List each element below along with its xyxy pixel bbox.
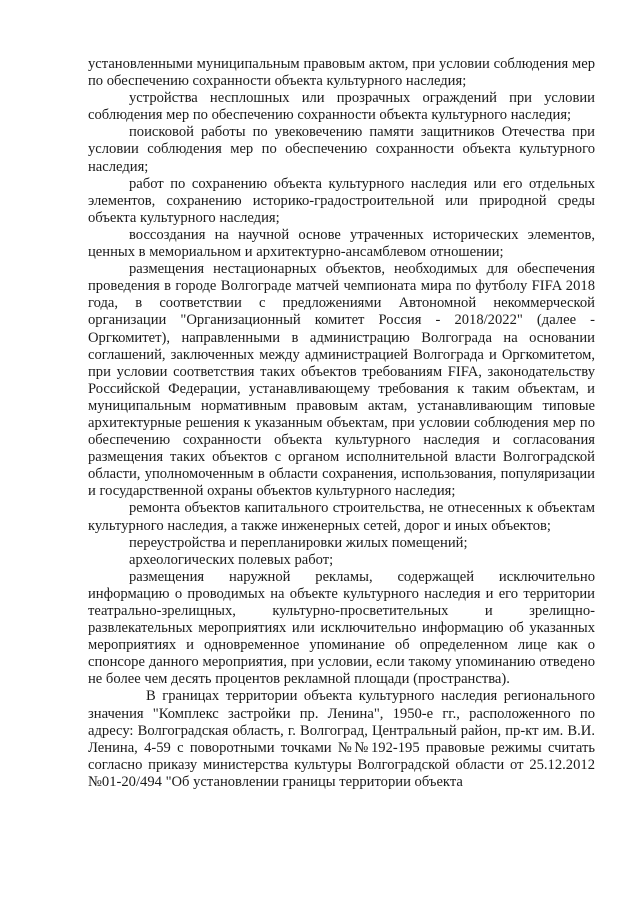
- paragraph-search-work: поисковой работы по увековечению памяти защитников Отечества при условии соблюдения мер по обеспечению сохранности объекта культурного наследия;: [88, 124, 595, 175]
- paragraph-municipal-act: установленными муниципальным правовым актом, при условии соблюдения мер по обеспечению сохранности объекта культурного наследия;: [88, 56, 595, 90]
- document-page: [88, 56, 595, 791]
- paragraph-preservation-work: работ по сохранению объекта культурного наследия или его отдельных элементов, сохранению историко-градостроительной или природной среды объекта культурного наследия;: [88, 175, 595, 226]
- paragraph-territory-boundaries: В границах территории объекта культурного наследия регионального значения "Комплекс застройки пр. Ленина", 1950-е гг., расположенного по адресу: Волгоградская область, г. Волгоград, Центральный район, пр-кт им. В.И. Ленина, 4-59 с поворотными точками №№192-195 правовые режимы считать согласно приказу министерства культуры Волгоградской области от 25.12.2012 №01-20/494 "Об установлении границы территории объекта: [88, 688, 595, 790]
- paragraph-archaeology: археологических полевых работ;: [129, 551, 334, 568]
- paragraph-advertising: размещения наружной рекламы, содержащей исключительно информацию о проводимых на объекте культурного наследия и его территории театрально-зрелищных, культурно-просветительных и зрелищно-развлекательных мероприятиях или исключительно информацию об указанных мероприятиях и одновременное упоминание об определенном лице как о спонсоре данного мероприятия, при условии, если такому упоминанию отведено не более чем десять процентов рекламной площади (пространства).: [88, 568, 595, 688]
- paragraph-recreation: воссоздания на научной основе утраченных исторических элементов, ценных в мемориальном и архитектурно-ансамблевом отношении;: [88, 226, 595, 261]
- paragraph-fifa-objects: размещения нестационарных объектов, необходимых для обеспечения проведения в городе Волгограде матчей чемпионата мира по футболу FIFA 2018 года, в соответствии с предложениями Автономной некоммерческой организации "Организационный комитет Россия - 2018/2022" (далее - Оргкомитет), направленными в администрацию Волгограда на основании соглашений, заключенных между администрацией Волгограда и Оргкомитетом, при условии соответствия таких объектов требованиям FIFA, законодательству Российской Федерации, устанавливающему требования к таким объектам, и муниципальным нормативным правовым актам, устанавливающим типовые архитектурные решения к указанным объектам, при условии соблюдения мер по обеспечению сохранности объекта культурного наследия и согласования размещения таких объектов с органом исполнительной власти Волгоградской области, уполномоченным в области сохранения, использования, популяризации и государственной охраны объектов культурного наследия;: [88, 261, 595, 500]
- paragraph-fences: устройства несплошных или прозрачных ограждений при условии соблюдения мер по обеспечению сохранности объекта культурного наследия;: [88, 90, 595, 124]
- paragraph-capital-repair: ремонта объектов капитального строительства, не отнесенных к объектам культурного наследия, а также инженерных сетей, дорог и иных объектов;: [88, 500, 595, 534]
- paragraph-redevelopment: переустройства и перепланировки жилых помещений;: [129, 534, 468, 551]
